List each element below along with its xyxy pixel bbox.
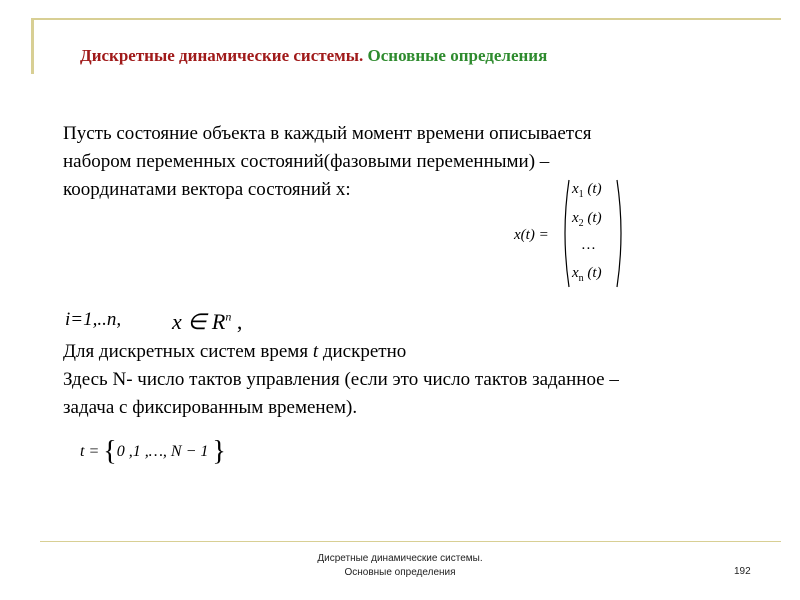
intro-line: набором переменных состояний(фазовыми переменными) –: [63, 151, 550, 172]
state-vector: [560, 177, 626, 290]
frame-top-line: [32, 18, 781, 20]
discrete-paragraph: [63, 338, 763, 422]
vector-entry-n: $x_n$ (t): [572, 265, 602, 284]
vector-entry-2: $x_2$ (t): [572, 210, 602, 229]
note-line: Здесь N- число тактов управления (если это число тактов заданное –: [63, 369, 619, 390]
footer-line-2: Основные определения: [344, 567, 456, 578]
intro-line: Пусть состояние объекта в каждый момент времени описывается: [63, 123, 592, 144]
time-set-formula: t = {0 ,1 ,…, N − 1 }: [80, 436, 226, 467]
index-range: i=1,..n,: [65, 309, 122, 330]
footer-line-1: Дисретные динамические системы.: [317, 553, 483, 564]
vector-entry-ellipsis: …: [582, 237, 596, 253]
page-number: 192: [734, 566, 751, 577]
time-variable: t: [312, 341, 319, 362]
intro-paragraph: [63, 120, 763, 204]
slide-title-part2: Основные определения: [363, 46, 548, 65]
frame-bottom-line: [40, 541, 781, 542]
vector-lhs: x(t) =: [514, 227, 549, 243]
membership-formula: x ∈ $R^n$ ,: [172, 309, 243, 334]
vector-entry-1: $x_1$ (t): [572, 181, 602, 200]
frame-left-line: [31, 18, 34, 74]
slide-title: [80, 46, 547, 66]
note-line: задача с фиксированным временем).: [63, 397, 358, 418]
slide-title-part1: Дискретные динамические системы.: [80, 46, 364, 65]
discrete-line: Для дискретных систем время t дискретно: [63, 341, 407, 362]
intro-line: координатами вектора состояний x:: [63, 179, 351, 200]
footer: [0, 552, 800, 580]
